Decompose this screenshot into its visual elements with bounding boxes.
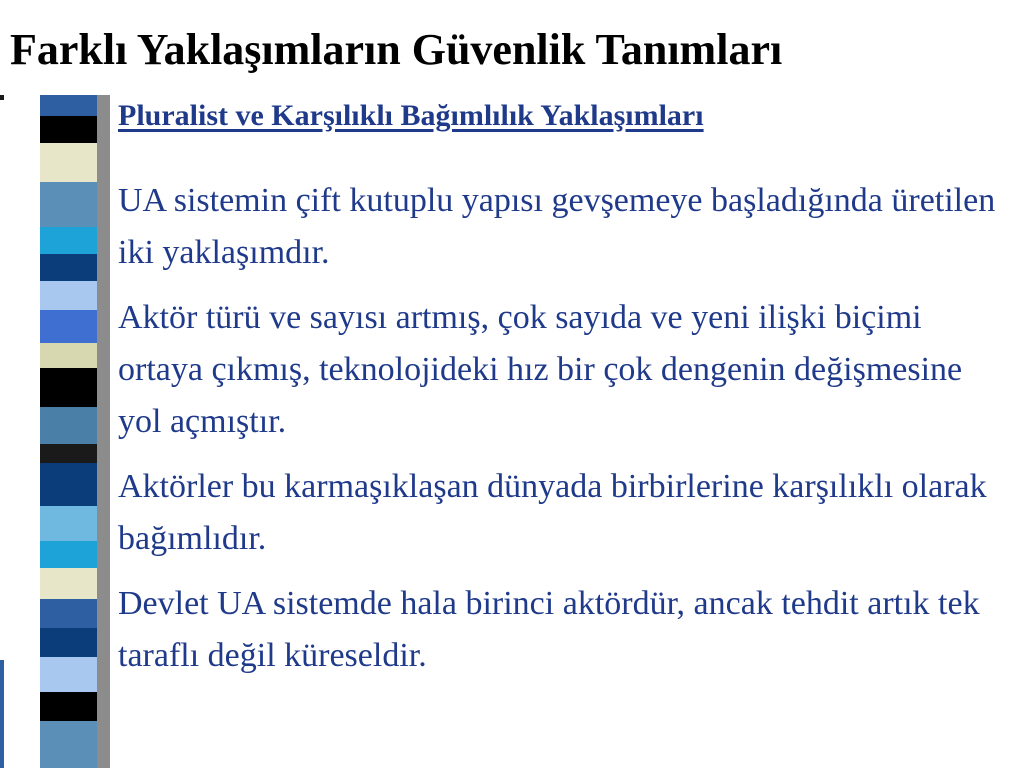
paragraph: Aktörler bu karmaşıklaşan dünyada birbirlerine karşılıklı olarak bağımlıdır. [118, 468, 987, 557]
stripe-segment [40, 143, 97, 182]
stripe-segment [40, 721, 97, 768]
stripe-segment [40, 343, 97, 368]
slide-body [118, 175, 1008, 695]
left-edge-accent-lower [0, 660, 4, 768]
slide-title: Farklı Yaklaşımların Güvenlik Tanımları [10, 25, 783, 74]
stripe-segment [40, 116, 97, 143]
stripe-shadow [97, 95, 110, 768]
decorative-color-stripes [40, 95, 97, 768]
decorative-stripe-panel [0, 0, 115, 768]
stripe-segment [40, 281, 97, 310]
stripe-segment [40, 541, 97, 568]
stripe-segment [40, 407, 97, 444]
paragraph: Devlet UA sistemde hala birinci aktördür, ancak tehdit artık tek taraflı değil küreseldir. [118, 585, 980, 674]
stripe-segment [40, 95, 97, 116]
stripe-segment [40, 444, 97, 463]
stripe-segment [40, 657, 97, 692]
stripe-segment [40, 310, 97, 343]
title-bar [0, 0, 1024, 95]
stripe-segment [40, 227, 97, 254]
stripe-segment [40, 568, 97, 599]
paragraph: Aktör türü ve sayısı artmış, çok sayıda ve yeni ilişki biçimi ortaya çıkmış, teknolojideki hız bir çok dengenin değişmesine yol açmıştır. [118, 299, 963, 440]
stripe-segment [40, 368, 97, 407]
stripe-segment [40, 692, 97, 721]
stripe-segment [40, 599, 97, 628]
stripe-segment [40, 628, 97, 657]
stripe-segment [40, 463, 97, 506]
stripe-segment [40, 506, 97, 541]
stripe-segment [40, 182, 97, 227]
stripe-segment [40, 254, 97, 281]
slide-subtitle: Pluralist ve Karşılıklı Bağımlılık Yaklaşımları [118, 99, 704, 132]
paragraph: UA sistemin çift kutuplu yapısı gevşemeye başladığında üretilen iki yaklaşımdır. [118, 182, 996, 271]
